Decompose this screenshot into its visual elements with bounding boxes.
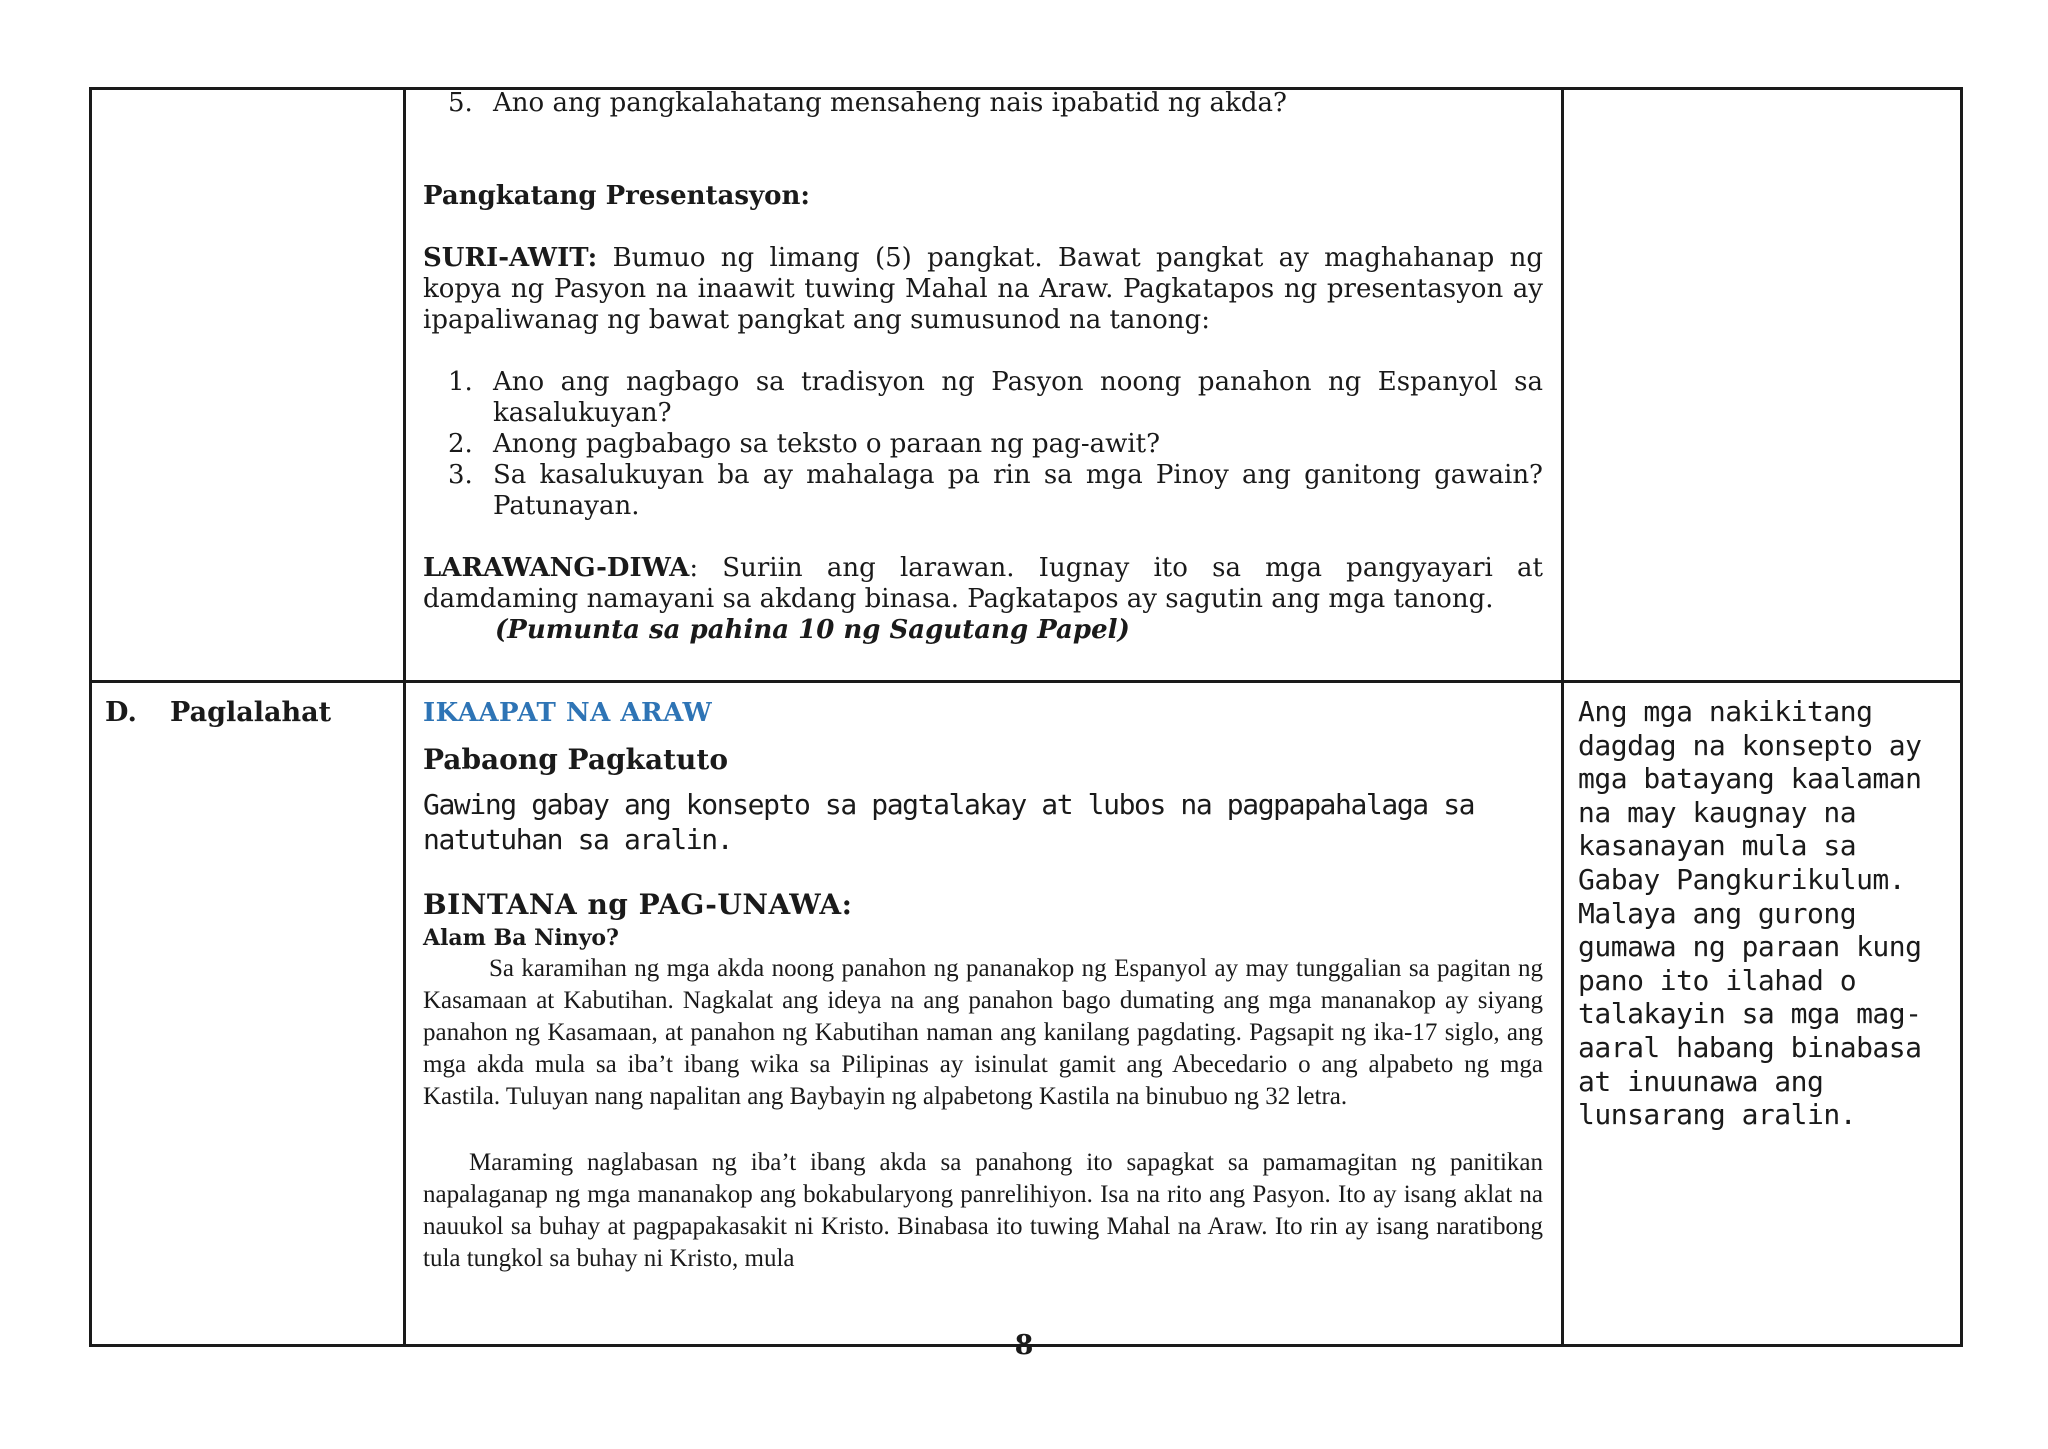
table-row [91, 682, 1962, 1346]
lesson-table [89, 87, 1963, 1347]
content-cell [405, 682, 1563, 1346]
section-label [92, 683, 403, 728]
table-row [91, 89, 1962, 682]
list-item [423, 88, 1543, 119]
larawang-diwa-label: LARAWANG-DIWA [423, 553, 690, 583]
suri-awit-label: SURI-AWIT: [423, 243, 598, 273]
page-number: 8 [1014, 1330, 1034, 1361]
list-text: Ano ang nagbago sa tradisyon ng Pasyon noong panahon ng Espanyol sa kasalukuyan? [493, 367, 1543, 428]
list-number: 1. [448, 367, 473, 397]
section-title: Paglalahat [170, 697, 332, 728]
suri-awit-paragraph [423, 243, 1543, 336]
list-text: Anong pagbabago sa teksto o paraan ng pag-awit? [493, 429, 1161, 459]
list-text: Sa kasalukuyan ba ay mahalaga pa rin sa mga Pinoy ang ganitong gawain? Patunayan. [493, 460, 1543, 521]
alam-ba-ninyo-heading: Alam Ba Ninyo? [423, 925, 619, 951]
notes-cell [1563, 682, 1962, 1346]
notes-text: Ang mga nakikitang dagdag na konsepto ay mga batayang kaalaman na may kaugnay na kasanayan mula sa Gabay Pangkurikulum. Malaya ang gurong gumawa ng paraan kung pano ito ilahad o talakayin sa mga mag-aaral habang binabasa at inuunawa ang lunsarang aralin. [1578, 695, 1922, 1132]
day-heading: IKAAPAT NA ARAW [423, 698, 713, 728]
bintana-heading: BINTANA ng PAG-UNAWA: [423, 888, 853, 921]
body-paragraph-2: Maraming naglabasan ng iba’t ibang akda sa panahong ito sapagkat sa pamamagitan ng panitikan napalaganap ng mga mananakop ang bokabularyong panrelihiyon. Isa na rito ang Pasyon. Ito ay isang aklat na nauukol sa buhay at pagpapakasakit ni Kristo. Binabasa ito tuwing Mahal na Araw. Ito rin ay isang naratibong tula tungkol sa buhay ni Kristo, mula [423, 1149, 1543, 1272]
list-item [423, 460, 1543, 522]
lead-text: Gawing gabay ang konsepto sa pagtalakay at lubos na pagpapahalaga sa natutuhan sa aralin. [423, 788, 1475, 856]
body-paragraph-1: Sa karamihan ng mga akda noong panahon ng pananakop ng Espanyol ay may tunggalian sa pagitan ng Kasamaan at Kabutihan. Nagkalat ang ideya na ang panahon bago dumating ang mga mananakop ay siyang panahon ng Kasamaan, at panahon ng Kabutihan naman ang kanilang pagdating. Pagsapit ng ika-17 siglo, ang mga akda mula sa iba’t ibang wika sa Pilipinas ay isinulat gamit ang Abecedario o ang alpabeto ng mga Kastila. Tuluyan nang napalitan ang Baybayin ng alpabetong Kastila na binubuo ng 32 letra. [423, 955, 1543, 1110]
list-text: Ano ang pangkalahatang mensaheng nais ipabatid ng akda? [493, 88, 1287, 118]
notes-cell-empty [1563, 89, 1962, 682]
list-item [423, 367, 1543, 429]
larawang-diwa-text: : Suriin ang larawan. Iugnay ito sa mga pangyayari at damdaming namayani sa akdang binasa. Pagkatapos ay sagutin ang mga tanong. [423, 553, 1543, 614]
section-cell [91, 682, 405, 1346]
list-number: 5. [448, 88, 473, 118]
suri-awit-text: Bumuo ng limang (5) pangkat. Bawat pangkat ay maghahanap ng kopya ng Pasyon na inaawit tuwing Mahal na Araw. Pagkatapos ng presentasyon ay ipapaliwanag ng bawat pangkat ang sumusunod na tanong: [423, 243, 1543, 335]
section-cell-empty [91, 89, 405, 682]
list-number: 3. [448, 460, 473, 490]
subheading: Pabaong Pagkatuto [423, 743, 728, 776]
section-letter: D. [105, 697, 137, 728]
question-list [423, 367, 1543, 522]
question-list-continued [423, 88, 1543, 119]
larawang-diwa-paragraph [423, 553, 1543, 615]
activities-cell [405, 89, 1563, 682]
answer-sheet-instruction: (Pumunta sa pahina 10 ng Sagutang Papel) [495, 615, 1130, 645]
group-presentation-heading: Pangkatang Presentasyon: [423, 181, 810, 211]
list-number: 2. [448, 429, 473, 459]
list-item [423, 429, 1543, 460]
